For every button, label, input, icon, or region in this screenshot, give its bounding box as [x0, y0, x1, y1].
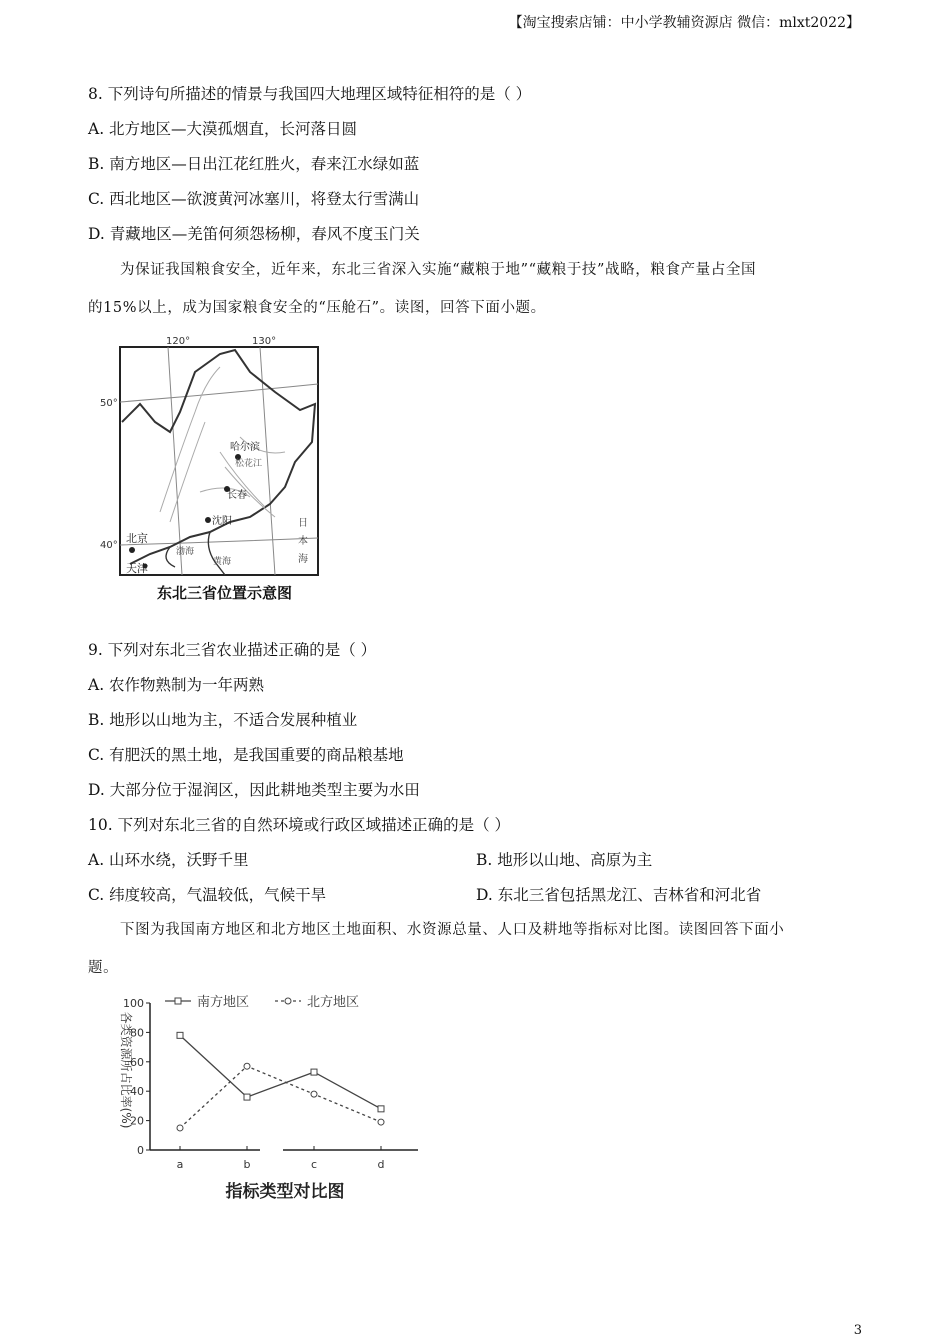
- q9-option-d: D. 大部分位于湿润区，因此耕地类型主要为水田: [88, 781, 420, 799]
- q10-stem: 10. 下列对东北三省的自然环境或行政区域描述正确的是（ ）: [88, 816, 511, 834]
- y-tick-label: 100: [123, 997, 144, 1010]
- intro-paragraph-1-line2: 的15%以上，成为国家粮食安全的“压舱石”。读图，回答下面小题。: [88, 300, 546, 316]
- x-tick-label: c: [310, 1158, 318, 1171]
- q10-option-d: D. 东北三省包括黑龙江、吉林省和河北省: [476, 886, 762, 904]
- tianjin-label: 天津: [126, 562, 148, 575]
- q10-option-c: C. 纬度较高，气温较低，气候干旱: [88, 886, 327, 904]
- harbin-label: 哈尔滨: [230, 442, 260, 453]
- y-tick-label: 0: [137, 1144, 144, 1157]
- shenyang-label: 沈阳: [212, 516, 232, 527]
- legend-marker-square: [175, 998, 181, 1004]
- data-point-square: [311, 1069, 317, 1075]
- chart-title: 指标类型对比图: [225, 1182, 345, 1202]
- changchun-label: 长春: [227, 490, 247, 501]
- sea-of-japan-char-3: 海: [298, 554, 308, 565]
- q8-option-a: A. 北方地区—大漠孤烟直，长河落日圆: [88, 120, 358, 138]
- legend-marker-circle: [285, 998, 291, 1004]
- lon-130-label: 130°: [252, 336, 277, 347]
- data-point-square: [177, 1032, 183, 1038]
- data-point-circle: [244, 1063, 250, 1069]
- lon-120-label: 120°: [166, 336, 191, 347]
- q8-option-b: B. 南方地区—日出江花红胜火，春来江水绿如蓝: [88, 155, 420, 173]
- indicator-comparison-chart: [100, 985, 430, 1210]
- beijing-label: 北京: [126, 532, 148, 545]
- data-point-circle: [378, 1119, 384, 1125]
- q8-option-c: C. 西北地区—欲渡黄河冰塞川，将登太行雪满山: [88, 190, 420, 208]
- sea-of-japan-char-1: 日: [298, 518, 308, 529]
- q10-option-b: B. 地形以山地、高原为主: [476, 851, 653, 869]
- q10-option-a: A. 山环水绕，沃野千里: [88, 851, 249, 869]
- x-tick-label: d: [377, 1158, 385, 1171]
- sea-of-japan-char-2: 本: [298, 536, 308, 547]
- lat-50-label: 50°: [100, 398, 118, 409]
- y-tick-label: 80: [130, 1026, 144, 1040]
- series-line: [180, 1035, 381, 1109]
- data-point-square: [244, 1094, 250, 1100]
- data-point-circle: [311, 1091, 317, 1097]
- yellow-sea-label: 黄海: [213, 557, 232, 567]
- lat-40-label: 40°: [100, 540, 118, 551]
- q8-stem: 8. 下列诗句所描述的情景与我国四大地理区域特征相符的是（ ）: [88, 85, 532, 103]
- q8-option-d: D. 青藏地区—羌笛何须怨杨柳，春风不度玉门关: [88, 225, 420, 243]
- intro-paragraph-1-line1: 为保证我国粮食安全，近年来，东北三省深入实施“藏粮于地”“藏粮于技”战略，粮食产量占全国: [120, 262, 757, 278]
- page-header: 【淘宝搜索店铺：中小学教辅资源店 微信：mlxt2022】: [508, 15, 860, 31]
- intro-paragraph-2-line2: 题。: [88, 960, 119, 976]
- x-tick-label: b: [243, 1158, 251, 1171]
- q9-option-a: A. 农作物熟制为一年两熟: [88, 676, 265, 694]
- northeast-map: [100, 332, 330, 577]
- legend-label: 北方地区: [307, 995, 360, 1010]
- q9-stem: 9. 下列对东北三省农业描述正确的是（ ）: [88, 641, 377, 659]
- songhua-river-label: 松花江: [235, 459, 263, 469]
- q9-option-c: C. 有肥沃的黑土地，是我国重要的商品粮基地: [88, 746, 404, 764]
- legend-label: 南方地区: [197, 995, 250, 1010]
- bohai-label: 渤海: [176, 547, 195, 557]
- data-point-circle: [177, 1125, 183, 1131]
- series-line: [180, 1066, 381, 1128]
- page-number: 3: [853, 1323, 862, 1338]
- q9-option-b: B. 地形以山地为主，不适合发展种植业: [88, 711, 358, 729]
- y-tick-label: 40: [130, 1085, 144, 1099]
- y-tick-label: 60: [130, 1055, 144, 1069]
- intro-paragraph-2-line1: 下图为我国南方地区和北方地区土地面积、水资源总量、人口及耕地等指标对比图。读图回答下面小: [120, 922, 785, 938]
- chart-y-axis-label: 各类资源所占比率(%): [119, 1011, 133, 1129]
- x-tick-label: a: [176, 1158, 184, 1171]
- y-tick-label: 20: [130, 1114, 144, 1128]
- data-point-square: [378, 1106, 384, 1112]
- map-caption: 东北三省位置示意图: [157, 584, 293, 602]
